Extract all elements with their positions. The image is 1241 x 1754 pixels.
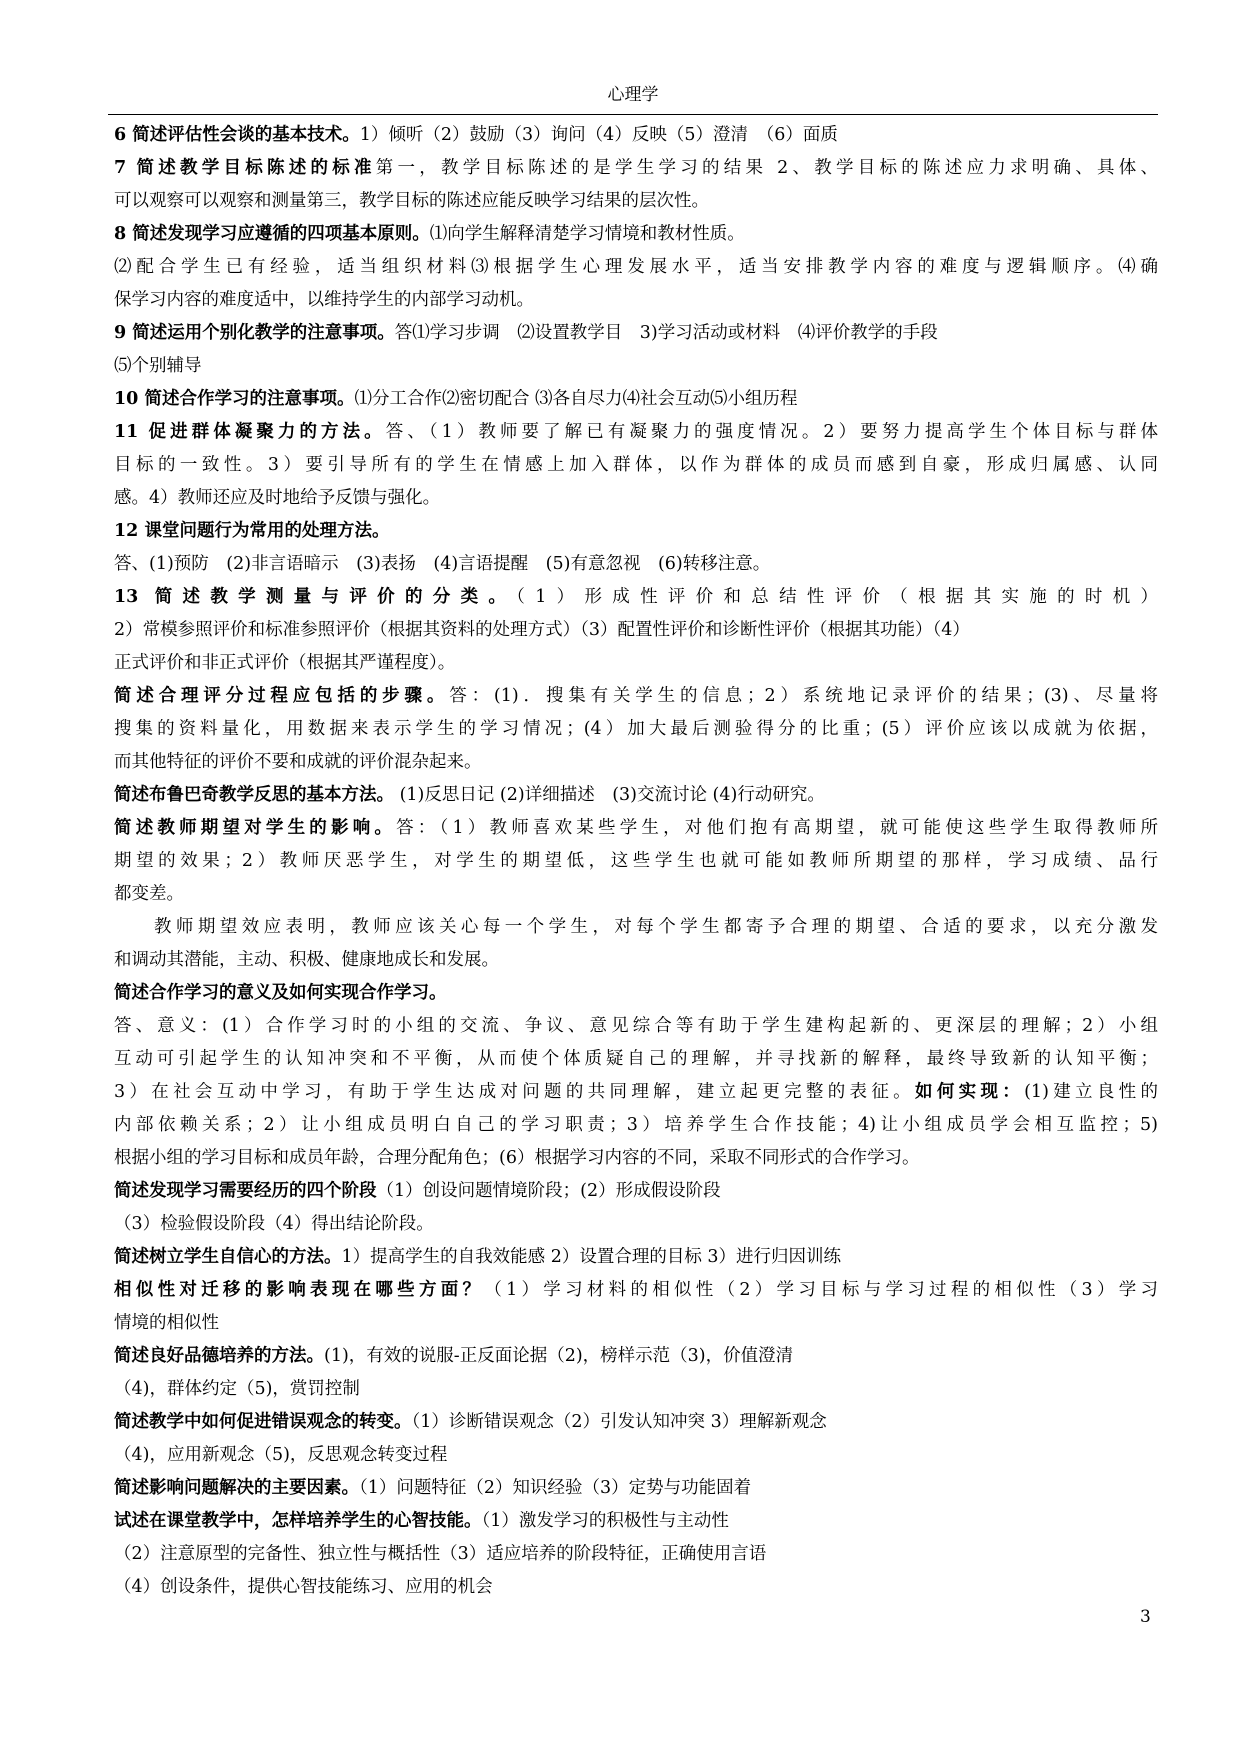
answer-text: （4）创设条件，提供心智技能练习、应用的机会 — [114, 1577, 493, 1597]
text-line — [114, 1472, 1158, 1505]
answer-text: ⑴分工合作⑵密切配合 ⑶各自尽力⑷社会互动⑸小组历程 — [354, 389, 798, 409]
answer-text: （1）形成性评价和总结性评价（根据其实施的时机） — [516, 587, 1158, 607]
question-heading: 简述合理评分过程应包括的步骤。 — [114, 686, 450, 706]
question-heading: 12 课堂问题行为常用的处理方法。 — [114, 521, 390, 541]
text-line — [114, 548, 1158, 581]
answer-text: 2）常模参照评价和标准参照评价（根据其资料的处理方式）（3）配置性评价和诊断性评价（根据其功能）（4） — [114, 620, 970, 640]
question-heading: 6 简述评估性会谈的基本技术。 — [114, 125, 360, 145]
answer-text: （3）检验假设阶段（4）得出结论阶段。 — [114, 1214, 434, 1234]
text-line — [114, 647, 1158, 680]
document-body — [114, 119, 1158, 1604]
answer-text: （4)，群体约定（5)，赏罚控制 — [114, 1379, 360, 1399]
answer-text: 教师期望效应表明，教师应该关心每一个学生，对每个学生都寄予合理的期望、合适的要求，以充分激发 — [154, 917, 1158, 937]
page-number: 3 — [1140, 1607, 1151, 1627]
answer-text: 都变差。 — [114, 884, 184, 904]
answer-text: 答、（1）教师要了解已有凝聚力的强度情况。2）要努力提高学生个体目标与群体 — [385, 422, 1158, 442]
question-heading: 13 简述教学测量与评价的分类。 — [114, 587, 517, 607]
answer-text: (1)反思日记 (2)详细描述 (3)交流讨论 (4)行动研究。 — [394, 785, 825, 805]
header-rule — [108, 114, 1158, 115]
text-line — [114, 614, 1158, 647]
answer-text: （1）学习材料的相似性（2）学习目标与学习过程的相似性（3）学习 — [484, 1280, 1158, 1300]
answer-text: ⑴向学生解释清楚学习情境和教材性质。 — [429, 224, 745, 244]
text-line — [114, 1142, 1158, 1175]
text-line — [114, 185, 1158, 218]
text-line — [114, 1439, 1158, 1472]
text-line — [114, 1208, 1158, 1241]
text-line — [114, 680, 1158, 713]
text-line — [114, 350, 1158, 383]
text-line — [114, 779, 1158, 812]
answer-text: ⑵配合学生已有经验，适当组织材料⑶根据学生心理发展水平，适当安排教学内容的难度与逻辑顺序。⑷确 — [114, 257, 1158, 277]
answer-text: 正式评价和非正式评价（根据其严谨程度）。 — [114, 653, 456, 673]
answer-text: （1）激发学习的积极性与主动性 — [481, 1511, 729, 1531]
answer-text: 互动可引起学生的认知冲突和不平衡，从而使个体质疑自己的理解，并寻找新的解释，最终导致新的认知平衡； — [114, 1049, 1158, 1069]
text-line — [114, 878, 1158, 911]
text-line — [114, 713, 1158, 746]
answer-text: 答：(1)．搜集有关学生的信息；2）系统地记录评价的结果；(3)、尽量将 — [449, 686, 1158, 706]
text-line — [114, 1010, 1158, 1043]
answer-text: 期望的效果；2）教师厌恶学生，对学生的期望低，这些学生也就可能如教师所期望的那样，学习成绩、品行 — [114, 851, 1158, 871]
answer-text: 而其他特征的评价不要和成就的评价混杂起来。 — [114, 752, 482, 772]
answer-text: 第一，教学目标陈述的是学生学习的结果 2、教学目标的陈述应力求明确、具体、 — [375, 158, 1158, 178]
answer-text: 答、(1)预防 (2)非言语暗示 (3)表扬 (4)言语提醒 (5)有意忽视 (6)转移注意。 — [114, 554, 771, 574]
question-heading: 7 简述教学目标陈述的标准 — [114, 158, 376, 178]
question-heading: 试述在课堂教学中，怎样培养学生的心智技能。 — [114, 1511, 482, 1531]
text-line — [114, 1538, 1158, 1571]
text-line — [114, 284, 1158, 317]
question-heading: 如何实现： — [915, 1082, 1025, 1102]
text-line — [114, 1406, 1158, 1439]
text-line — [114, 911, 1158, 944]
text-line — [114, 1241, 1158, 1274]
answer-text: (1)建立良性的 — [1024, 1082, 1158, 1102]
question-heading: 简述教学中如何促进错误观念的转变。 — [114, 1412, 412, 1432]
answer-text: （2）注意原型的完备性、独立性与概括性（3）适应培养的阶段特征，正确使用言语 — [114, 1544, 767, 1564]
question-heading: 8 简述发现学习应遵循的四项基本原则。 — [114, 224, 430, 244]
question-heading: 简述合作学习的意义及如何实现合作学习。 — [114, 983, 447, 1003]
text-line — [114, 845, 1158, 878]
question-heading: 简述教师期望对学生的影响。 — [114, 818, 397, 838]
text-line — [114, 1076, 1158, 1109]
question-heading: 简述影响问题解决的主要因素。 — [114, 1478, 359, 1498]
answer-text: 和调动其潜能，主动、积极、健康地成长和发展。 — [114, 950, 499, 970]
question-heading: 简述树立学生自信心的方法。 — [114, 1247, 342, 1267]
answer-text: 1）倾听（2）鼓励（3）询问（4）反映（5）澄清 （6）面质 — [359, 125, 838, 145]
answer-text: 1）提高学生的自我效能感 2）设置合理的目标 3）进行归因训练 — [341, 1247, 842, 1267]
answer-text: 目标的一致性。3）要引导所有的学生在情感上加入群体，以作为群体的成员而感到自豪，形成归属感、认同 — [114, 455, 1158, 475]
text-line — [114, 1340, 1158, 1373]
text-line — [114, 152, 1158, 185]
text-line — [114, 1571, 1158, 1604]
text-line — [114, 977, 1158, 1010]
text-line — [114, 317, 1158, 350]
question-heading: 9 简述运用个别化教学的注意事项。 — [114, 323, 395, 343]
answer-text: (1)，有效的说服-正反面论据（2)，榜样示范（3)，价值澄清 — [324, 1346, 794, 1366]
text-line — [114, 1109, 1158, 1142]
answer-text: 感。4）教师还应及时地给予反馈与强化。 — [114, 488, 441, 508]
answer-text: ⑸个别辅导 — [114, 356, 202, 376]
question-heading: 10 简述合作学习的注意事项。 — [114, 389, 355, 409]
answer-text: 内部依赖关系；2）让小组成员明白自己的学习职责；3）培养学生合作技能；4)让小组成员学会相互监控；5) — [114, 1115, 1158, 1135]
text-line — [114, 515, 1158, 548]
answer-text: （1）问题特征（2）知识经验（3）定势与功能固着 — [359, 1478, 752, 1498]
text-line — [114, 482, 1158, 515]
answer-text: 可以观察可以观察和测量第三，教学目标的陈述应能反映学习结果的层次性。 — [114, 191, 709, 211]
answer-text: （4)，应用新观念（5)，反思观念转变过程 — [114, 1445, 448, 1465]
text-line — [114, 1373, 1158, 1406]
answer-text: 答⑴学习步调 ⑵设置教学目 3)学习活动或材料 ⑷评价教学的手段 — [394, 323, 938, 343]
answer-text: 答、意义：(1）合作学习时的小组的交流、争议、意见综合等有助于学生建构起新的、更深层的理解；2）小组 — [114, 1016, 1158, 1036]
text-line — [114, 383, 1158, 416]
text-line — [114, 1307, 1158, 1340]
text-line — [114, 1043, 1158, 1076]
text-line — [114, 218, 1158, 251]
text-line — [114, 746, 1158, 779]
text-line — [114, 251, 1158, 284]
answer-text: 保学习内容的难度适中，以维持学生的内部学习动机。 — [114, 290, 534, 310]
question-heading: 相似性对迁移的影响表现在哪些方面？ — [114, 1280, 485, 1300]
answer-text: （1）创设问题情境阶段；(2）形成假设阶段 — [376, 1181, 721, 1201]
text-line — [114, 1505, 1158, 1538]
text-line — [114, 944, 1158, 977]
text-line — [114, 1175, 1158, 1208]
text-line — [114, 1274, 1158, 1307]
question-heading: 简述良好品德培养的方法。 — [114, 1346, 324, 1366]
answer-text: 搜集的资料量化，用数据来表示学生的学习情况；(4）加大最后测验得分的比重；(5）评价应该以成就为依据， — [114, 719, 1158, 739]
question-heading: 简述布鲁巴奇教学反思的基本方法。 — [114, 785, 394, 805]
text-line — [114, 449, 1158, 482]
answer-text: 根据小组的学习目标和成员年龄，合理分配角色；(6）根据学习内容的不同，采取不同形式的合作学习。 — [114, 1148, 920, 1168]
page-header: 心理学 — [607, 85, 659, 105]
question-heading: 简述发现学习需要经历的四个阶段 — [114, 1181, 377, 1201]
answer-text: （1）诊断错误观念（2）引发认知冲突 3）理解新观念 — [411, 1412, 827, 1432]
text-line — [114, 812, 1158, 845]
answer-text: 情境的相似性 — [114, 1313, 219, 1333]
question-heading: 11 促进群体凝聚力的方法。 — [114, 422, 386, 442]
answer-text: 答：（1）教师喜欢某些学生，对他们抱有高期望，就可能使这些学生取得教师所 — [396, 818, 1158, 838]
text-line — [114, 416, 1158, 449]
text-line — [114, 581, 1158, 614]
text-line — [114, 119, 1158, 152]
answer-text: 3）在社会互动中学习，有助于学生达成对问题的共同理解，建立起更完整的表征。 — [114, 1082, 915, 1102]
